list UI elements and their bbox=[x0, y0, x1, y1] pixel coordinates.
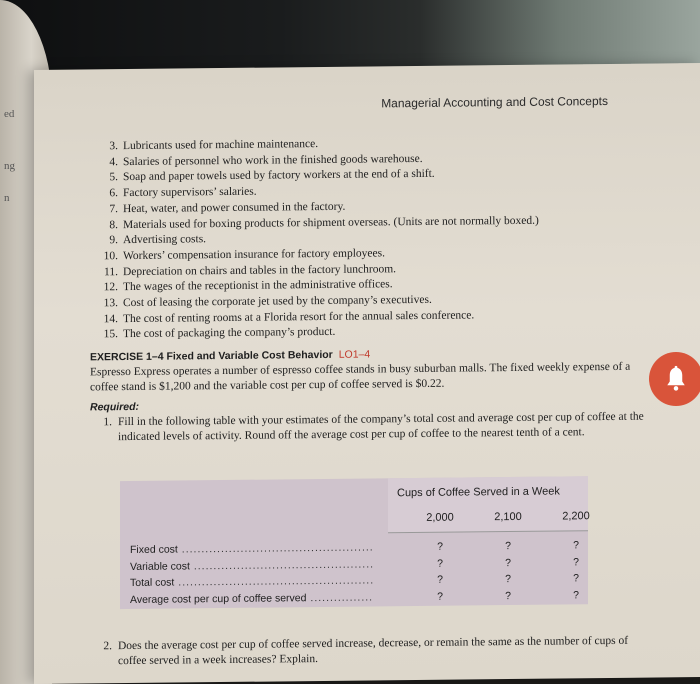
question-text: Fill in the following table with your estimates of the company’s total cost and average cost per cup of coffee at the indicated levels of activity. Round off the average cost per cup of coffee to the nearest tenth of a cent. bbox=[118, 410, 644, 444]
exercise-body: Espresso Express operates a number of espresso coffee stands in busy suburban malls. The fixed weekly expense of a coffee stand is $1,200 and the variable cost per cup of coffee served is $0.22. bbox=[90, 360, 631, 394]
list-item-number: 3. bbox=[109, 140, 118, 153]
list-item-text: Heat, water, and power consumed in the factory. bbox=[123, 200, 346, 215]
table-row bbox=[130, 589, 588, 609]
margin-fragment: n bbox=[4, 192, 10, 204]
row-label: Fixed cost ..... bbox=[130, 541, 373, 556]
list-item-text: Salaries of personnel who work in the finished goods warehouse. bbox=[123, 152, 423, 168]
list-item-number: 9. bbox=[109, 234, 118, 247]
row-label: Total cost ..... bbox=[130, 574, 373, 589]
table-cell: ? bbox=[573, 588, 579, 601]
list-item-number: 14. bbox=[103, 312, 118, 326]
list-item-text: Factory supervisors’ salaries. bbox=[123, 185, 257, 200]
list-item-text: The cost of packaging the company’s product. bbox=[123, 326, 336, 341]
list-item-number: 12. bbox=[103, 281, 118, 294]
table-caption: Cups of Coffee Served in a Week bbox=[397, 485, 560, 500]
row-label: Average cost per cup of coffee served ..... bbox=[130, 591, 373, 606]
list-item-text: Advertising costs. bbox=[123, 233, 207, 247]
list-item-number: 10. bbox=[103, 250, 118, 263]
question-text: Does the average cost per cup of coffee served increase, decrease, or remain the same as the number of cups of coffee served in a week increases? Explain. bbox=[118, 634, 629, 668]
list-item-number: 4. bbox=[109, 155, 118, 168]
table-cell: ? bbox=[437, 540, 443, 553]
list-item-text: Soap and paper towels used by factory workers at the end of a shift. bbox=[123, 168, 435, 184]
cost-item-list bbox=[94, 134, 654, 344]
margin-fragment: ng bbox=[4, 160, 15, 172]
row-label: Variable cost ..... bbox=[130, 558, 373, 573]
list-item-number: 8. bbox=[109, 218, 118, 231]
list-item-number: 7. bbox=[109, 202, 118, 216]
column-header: 2,200 bbox=[562, 510, 590, 523]
list-item-number: 6. bbox=[109, 187, 118, 200]
list-item-text: Materials used for boxing products for shipment overseas. (Units are not normally boxed.) bbox=[123, 214, 539, 231]
question-number: 2. bbox=[103, 640, 112, 653]
table-cell: ? bbox=[505, 573, 511, 586]
bell-icon[interactable] bbox=[649, 352, 700, 406]
list-item-text: The cost of renting rooms at a Florida resort for the annual sales conference. bbox=[123, 309, 475, 325]
question-1 bbox=[90, 410, 650, 446]
question-2 bbox=[90, 634, 650, 670]
column-header: 2,100 bbox=[494, 510, 522, 524]
list-item-number: 11. bbox=[104, 265, 118, 278]
list-item-text: Depreciation on chairs and tables in the factory lunchroom. bbox=[123, 262, 397, 278]
list-item-number: 15. bbox=[103, 328, 118, 341]
margin-fragment: ed bbox=[4, 108, 15, 120]
list-item-text: Workers’ compensation insurance for factory employees. bbox=[123, 247, 385, 262]
list-item-text: Lubricants used for machine maintenance. bbox=[123, 138, 319, 153]
required-label: Required: bbox=[90, 400, 140, 414]
table-cell: ? bbox=[437, 590, 443, 603]
table-cell: ? bbox=[505, 589, 511, 602]
list-item-text: The wages of the receptionist in the administrative offices. bbox=[123, 278, 393, 294]
table-cell: ? bbox=[505, 556, 511, 569]
running-header: Managerial Accounting and Cost Concepts bbox=[381, 93, 608, 111]
cost-table bbox=[120, 476, 588, 609]
table-cell: ? bbox=[573, 555, 579, 568]
list-item-number: 5. bbox=[109, 171, 118, 184]
bell-glyph bbox=[661, 364, 691, 394]
exercise-title-text: EXERCISE 1–4 Fixed and Variable Cost Behavior bbox=[90, 348, 333, 364]
list-item-text: Cost of leasing the corporate jet used by the company’s executives. bbox=[123, 293, 432, 310]
column-header: 2,000 bbox=[426, 511, 454, 524]
table-cell: ? bbox=[505, 540, 511, 553]
table-cell: ? bbox=[573, 539, 579, 552]
table-cell: ? bbox=[437, 573, 443, 586]
learning-objective-link: LO1–4 bbox=[338, 348, 371, 361]
table-cell: ? bbox=[573, 572, 579, 585]
question-number: 1. bbox=[103, 416, 112, 429]
book-page bbox=[34, 63, 700, 684]
table-cell: ? bbox=[437, 557, 443, 570]
list-item-number: 13. bbox=[103, 297, 118, 310]
exercise-block bbox=[90, 346, 650, 446]
